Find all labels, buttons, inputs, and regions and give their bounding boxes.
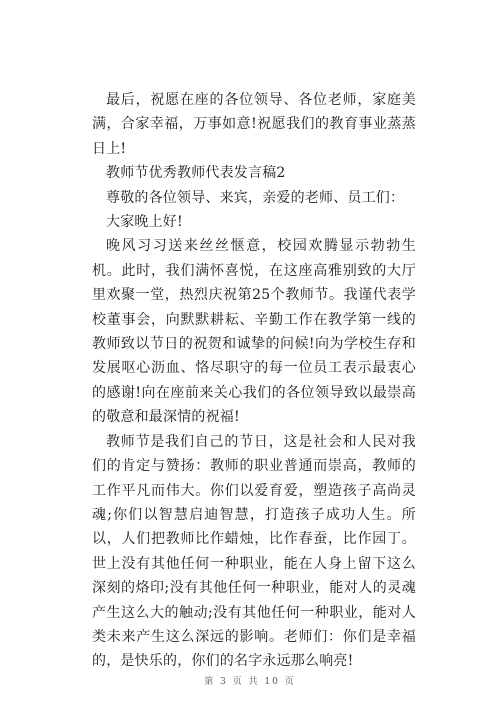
greeting: 大家晚上好!: [106, 214, 183, 231]
body-paragraph: 晚风习习送来丝丝惬意，校园欢腾显示勃勃生机。此时，我们满怀喜悦，在这座高雅别致的大厅里欢聚一堂，热烈庆祝第25个教师节。我谨代表学校董事会，向默默耕耘、辛勤工作在教学第一线的教师致以节日的祝贺和诚挚的问候!向为学校生存和发展呕心沥血、恪尽职守的每一位员工表示最衷心的感谢!向在座前来关心我们的各位领导致以最崇高的敬意和最深情的祝福!: [92, 238, 416, 426]
document-body: [92, 88, 416, 674]
salutation: 尊敬的各位领导、来宾，亲爱的老师、员工们：: [106, 189, 405, 206]
section-title: 教师节优秀教师代表发言稿2: [106, 165, 286, 182]
closing-paragraph: 最后，祝愿在座的各位领导、各位老师，家庭美满，合家幸福，万事如意!祝愿我们的教育事业蒸蒸日上!: [92, 92, 416, 157]
body-paragraph: 教师节是我们自己的节日，这是社会和人民对我们的肯定与赞扬：教师的职业普通而崇高，教师的工作平凡而伟大。你们以爱育爱，塑造孩子高尚灵魂;你们以智慧启迪智慧，打造孩子成功人生。所以，人们把教师比作蜡烛，比作春蚕，比作园丁。世上没有其他任何一种职业，能在人身上留下这么深刻的烙印;没有其他任何一种职业，能对人的灵魂产生这么大的触动;没有其他任何一种职业，能对人类未来产生这么深远的影响。老师们：你们是幸福的，是快乐的，你们的名字永远那么响亮!: [92, 433, 416, 670]
page-number-footer: 第 3 页 共 10 页: [204, 677, 296, 687]
